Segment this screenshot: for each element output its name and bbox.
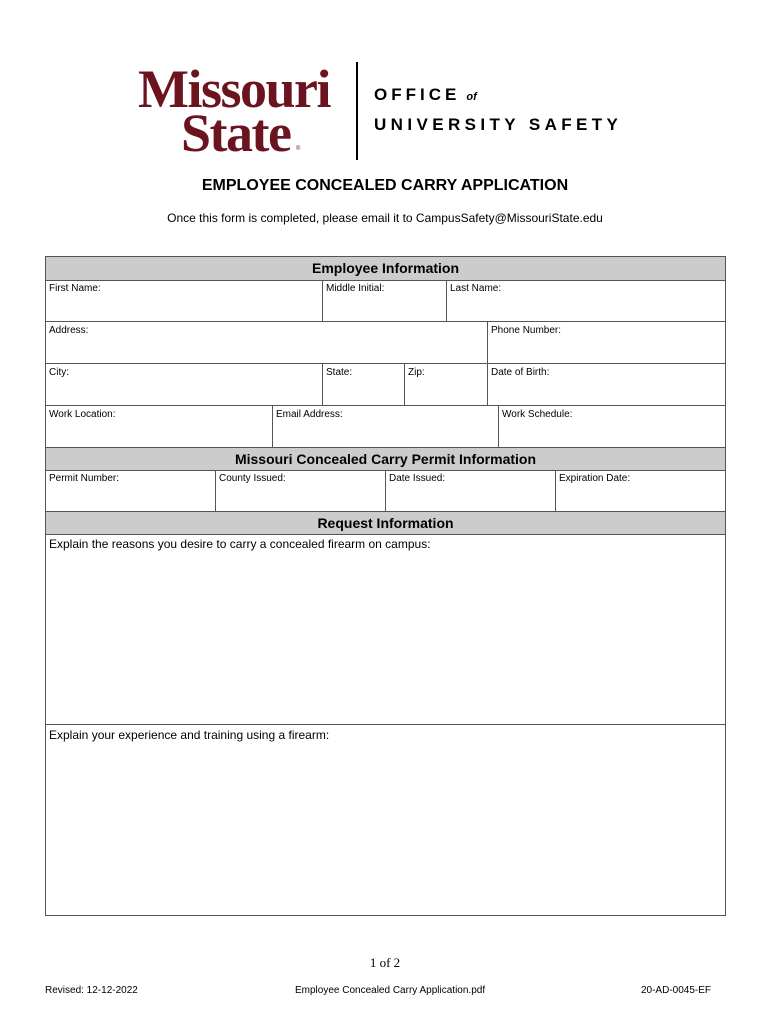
application-form <box>45 256 726 916</box>
date-issued-field[interactable] <box>386 470 556 512</box>
form-instructions: Once this form is completed, please email it to CampusSafety@MissouriState.edu <box>167 211 603 225</box>
email-address-label: Email Address: <box>276 409 343 420</box>
expiration-date-field[interactable] <box>556 470 725 512</box>
logo-registered-mark: ® <box>296 146 301 152</box>
experience-label: Explain your experience and training using a firearm: <box>49 728 330 742</box>
address-label: Address: <box>49 325 89 336</box>
phone-number-field[interactable] <box>488 322 725 364</box>
city-field[interactable] <box>46 364 323 406</box>
middle-initial-label: Middle Initial: <box>326 283 385 294</box>
page-number: 1 of 2 <box>369 955 401 970</box>
office-subtitle: UNIVERSITY SAFETY <box>374 115 623 134</box>
logo-state-text: State <box>181 103 291 163</box>
form-code: 20-AD-0045-EF <box>640 985 711 996</box>
section-employee-information: Employee Information <box>46 257 725 281</box>
zip-label: Zip: <box>408 367 425 378</box>
section-request-information: Request Information <box>46 511 725 535</box>
email-address-field[interactable] <box>273 406 499 448</box>
zip-field[interactable] <box>405 364 488 406</box>
logo-divider <box>356 62 358 160</box>
middle-initial-field[interactable] <box>323 280 447 322</box>
permit-number-label: Permit Number: <box>49 473 120 484</box>
permit-number-field[interactable] <box>46 470 216 512</box>
date-issued-label: Date Issued: <box>389 473 446 484</box>
work-location-field[interactable] <box>46 406 273 448</box>
work-schedule-label: Work Schedule: <box>502 409 573 420</box>
first-name-label: First Name: <box>49 283 101 294</box>
county-issued-field[interactable] <box>216 470 386 512</box>
date-of-birth-field[interactable] <box>488 364 725 406</box>
file-name: Employee Concealed Carry Application.pdf <box>295 985 486 996</box>
last-name-field[interactable] <box>447 280 725 322</box>
county-issued-label: County Issued: <box>219 473 286 484</box>
reasons-label: Explain the reasons you desire to carry a concealed firearm on campus: <box>49 537 431 551</box>
section-permit-information: Missouri Concealed Carry Permit Information <box>46 447 725 471</box>
state-label: State: <box>326 367 353 378</box>
phone-number-label: Phone Number: <box>491 325 562 336</box>
reasons-textarea[interactable] <box>46 534 725 725</box>
last-name-label: Last Name: <box>450 283 502 294</box>
university-logo <box>138 60 638 164</box>
work-location-label: Work Location: <box>49 409 116 420</box>
state-field[interactable] <box>323 364 405 406</box>
date-of-birth-label: Date of Birth: <box>491 367 550 378</box>
office-title: OFFICE of <box>374 85 477 104</box>
expiration-date-label: Expiration Date: <box>559 473 631 484</box>
logo-missouri-text: Missouri <box>138 59 331 119</box>
city-label: City: <box>49 367 69 378</box>
revised-date: Revised: 12-12-2022 <box>45 985 138 996</box>
work-schedule-field[interactable] <box>499 406 725 448</box>
address-field[interactable] <box>46 322 488 364</box>
experience-textarea[interactable] <box>46 725 725 915</box>
first-name-field[interactable] <box>46 280 323 322</box>
form-title: EMPLOYEE CONCEALED CARRY APPLICATION <box>201 177 569 194</box>
